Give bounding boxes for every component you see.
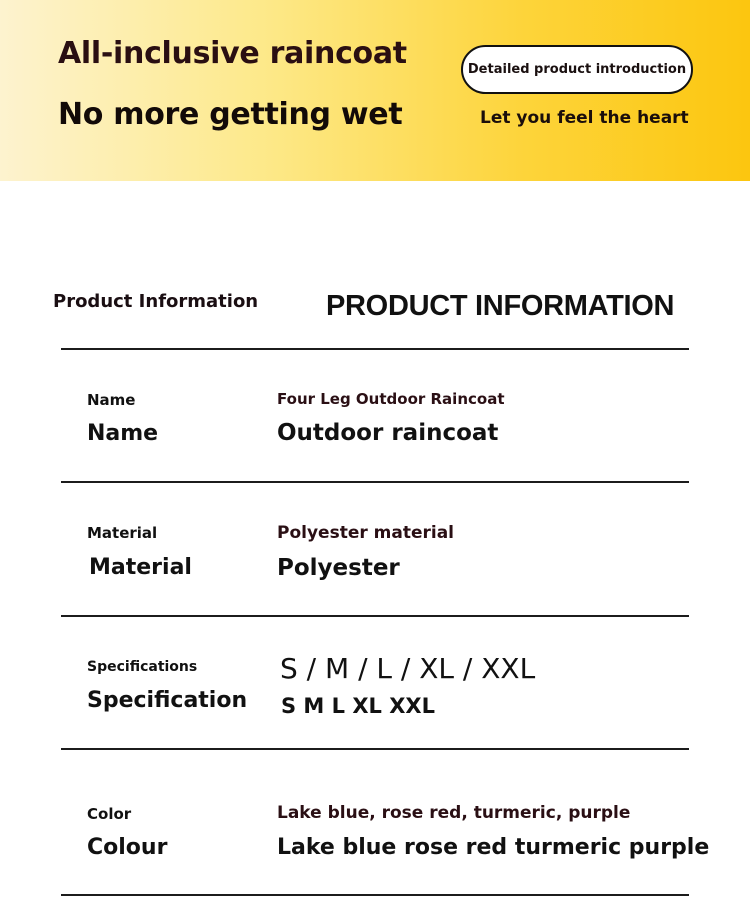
color-value-small: Lake blue, rose red, turmeric, purple	[277, 803, 631, 823]
section-title-large: PRODUCT INFORMATION	[326, 290, 675, 322]
specification-label: Specification	[87, 688, 248, 713]
banner-tagline: Let you feel the heart	[480, 108, 689, 128]
product-introduction-button[interactable]: Detailed product introduction	[461, 45, 693, 94]
divider-3	[61, 748, 689, 750]
colour-label: Colour	[87, 835, 168, 860]
divider-bottom	[61, 894, 689, 896]
section-title-small: Product Information	[53, 291, 259, 312]
colour-value: Lake blue rose red turmeric purple	[277, 835, 710, 860]
material-label-small: Material	[87, 524, 158, 542]
name-value-small: Four Leg Outdoor Raincoat	[277, 390, 505, 408]
banner-headline-2: No more getting wet	[58, 97, 403, 132]
specification-label-small: Specifications	[87, 659, 198, 675]
header-banner	[0, 0, 750, 181]
specification-value-sizes: S / M / L / XL / XXL	[280, 652, 536, 685]
color-label-small: Color	[87, 805, 132, 823]
material-label: Material	[89, 555, 192, 580]
material-value: Polyester	[277, 555, 400, 581]
name-label: Name	[87, 421, 159, 446]
divider-1	[61, 481, 689, 483]
material-value-small: Polyester material	[277, 523, 455, 543]
name-label-small: Name	[87, 391, 136, 409]
specification-value: S M L XL XXL	[281, 694, 435, 718]
divider-2	[61, 615, 689, 617]
name-value: Outdoor raincoat	[277, 420, 499, 446]
divider-top	[61, 348, 689, 350]
banner-headline-1: All-inclusive raincoat	[58, 36, 407, 71]
